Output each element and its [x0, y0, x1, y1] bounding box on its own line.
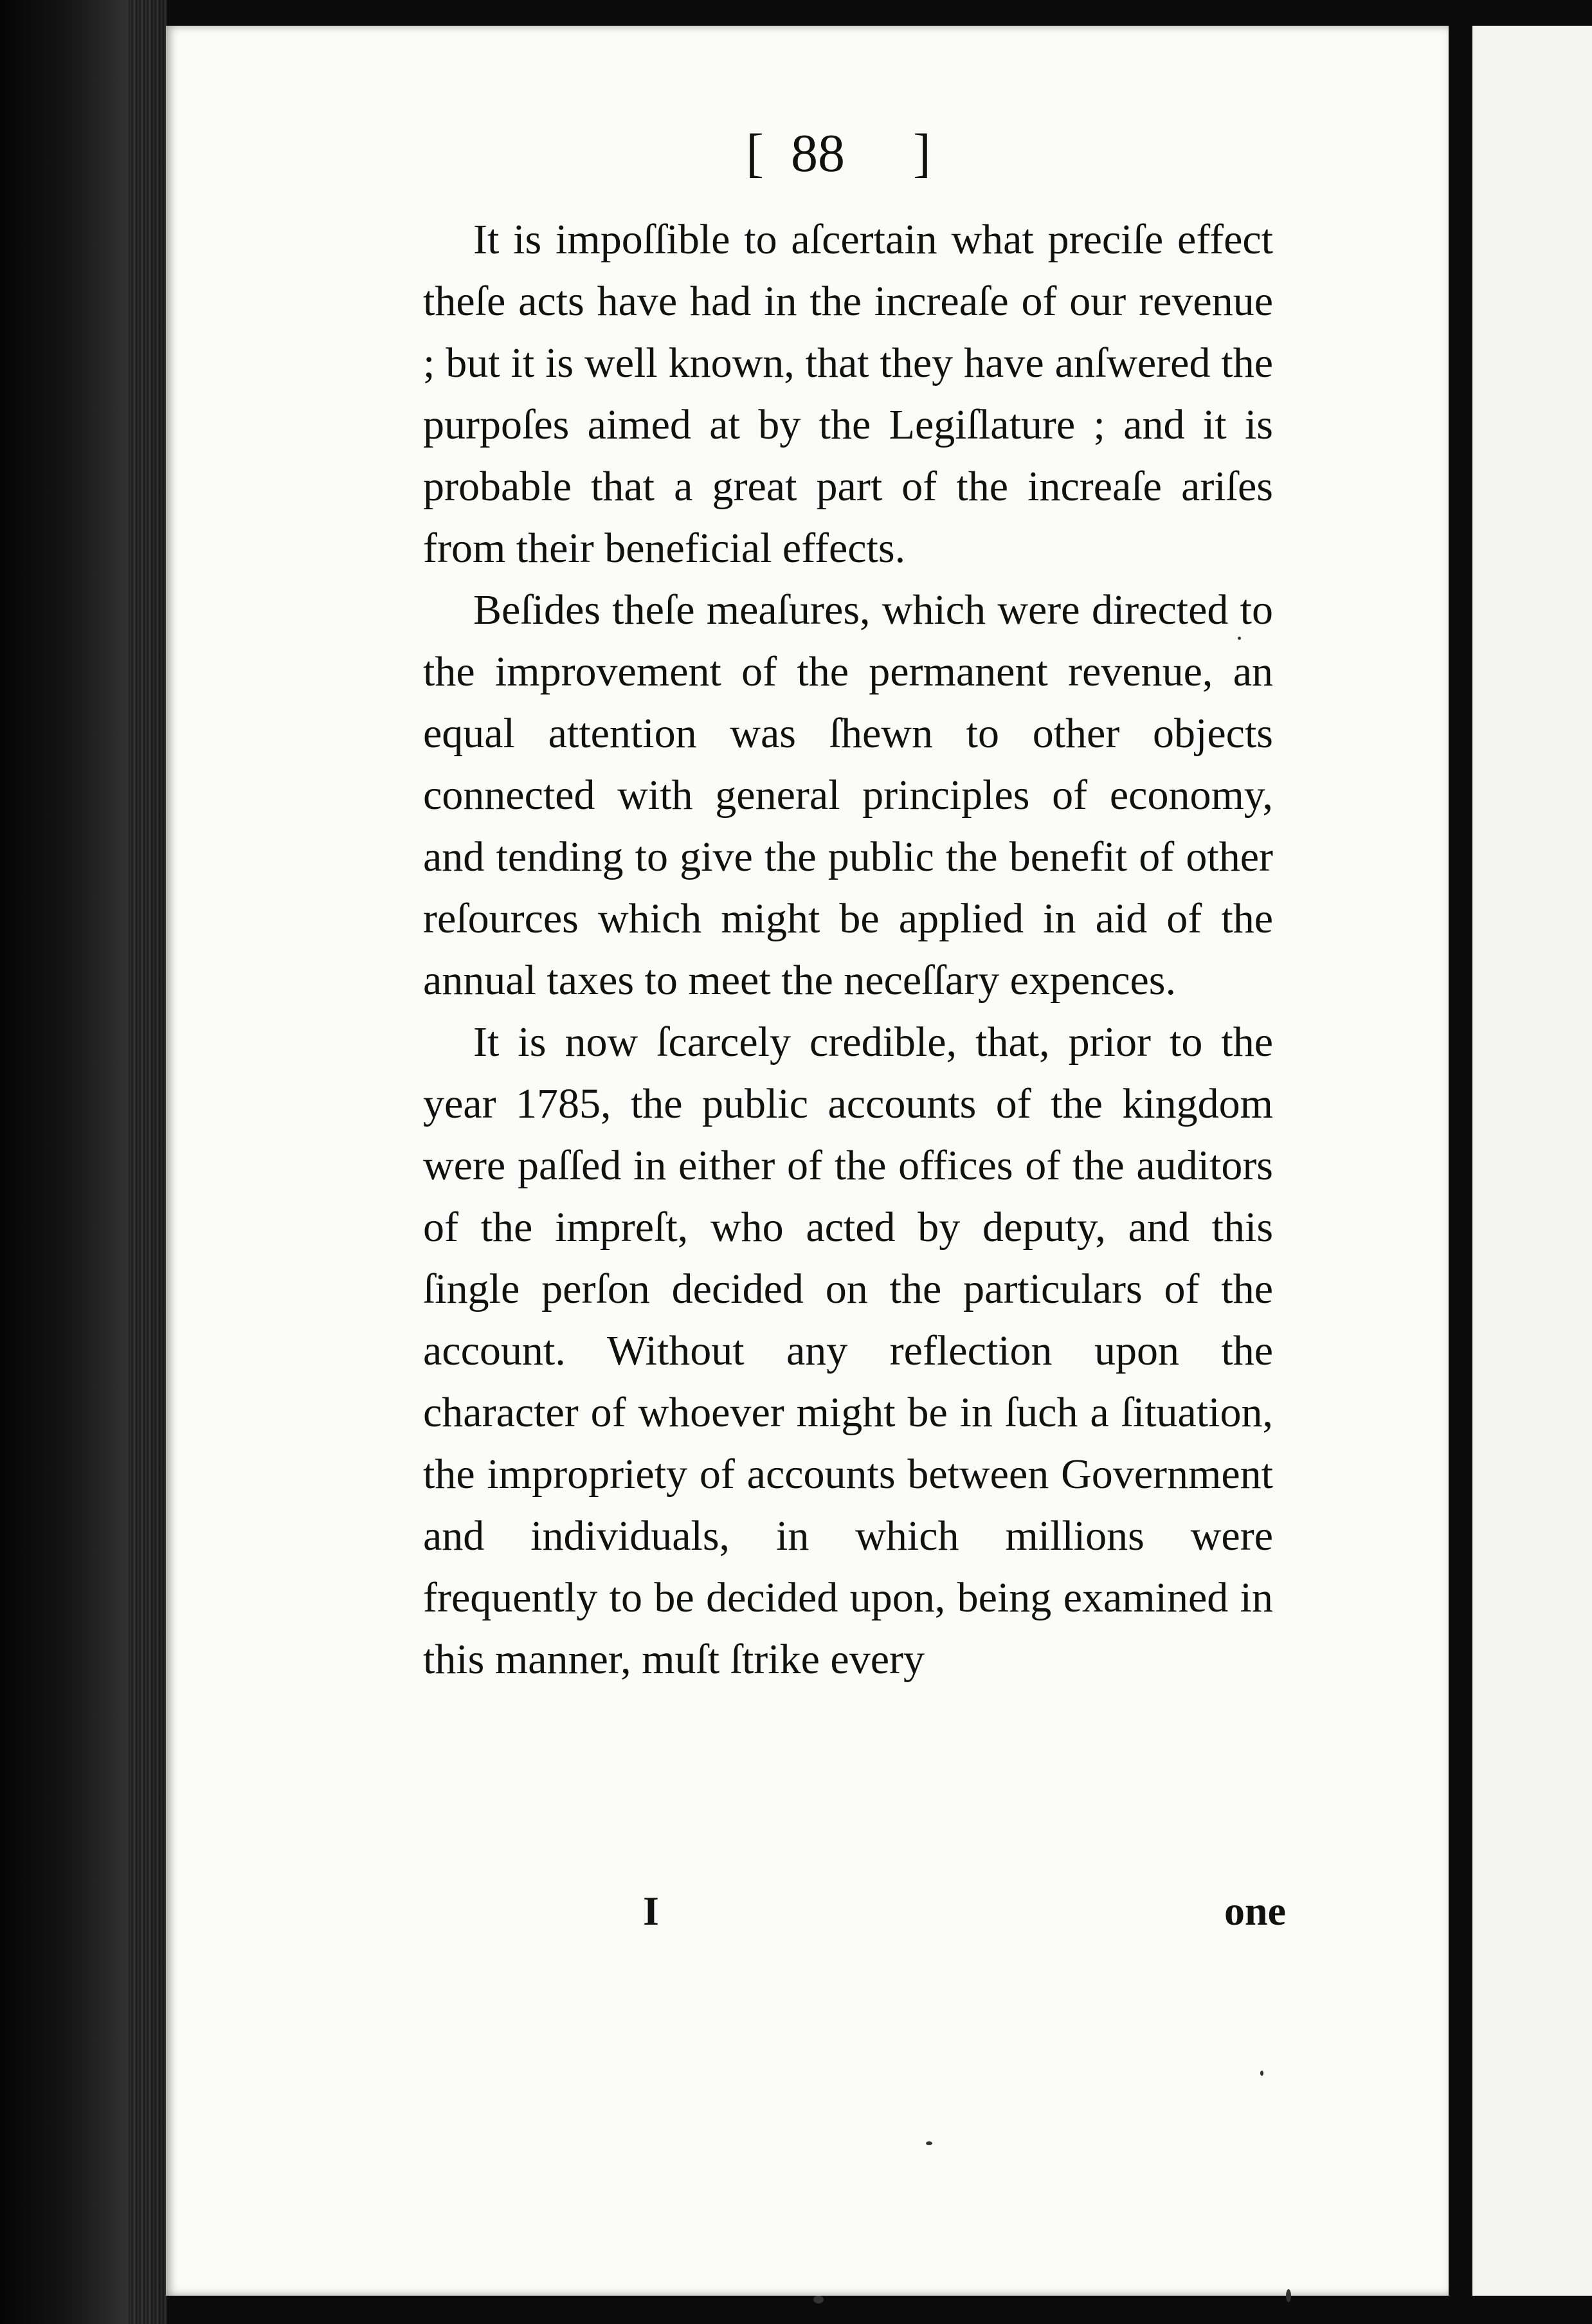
paragraph-1: It is impoſſible to aſcertain what preciſe effect theſe acts have had in the increaſe of our revenue ; but it is well known, that they have anſwered the purpoſes aimed at by the Legiſlature ; and it is probable that a great part of the increaſe ariſes from their beneficial effects.: [423, 216, 1273, 572]
page-header: [746, 122, 952, 193]
facing-page-edge: [1472, 26, 1592, 2296]
scan-speck: [926, 2141, 932, 2145]
signature-mark: I: [643, 1888, 659, 1934]
scan-speck: [1238, 637, 1241, 640]
scan-speck: [813, 2296, 824, 2303]
scan-speck: [1286, 2289, 1291, 2302]
binding-edge: [129, 0, 167, 2324]
page-number: 88: [791, 123, 845, 183]
catchword: one: [1224, 1888, 1286, 1934]
header-bracket-left: [: [746, 123, 764, 183]
page-footer: [418, 1887, 1286, 1952]
body-text: [423, 209, 1273, 1691]
header-bracket-right: ]: [913, 123, 931, 183]
paragraph-3: It is now ſcarcely credible, that, prior to the year 1785, the public accounts of the kingdom were paſſed in either of the offices of the auditors of the impreſt, who acted by deputy, and this ſingle perſon decided on the particulars of the account. Without any reflection upon the character of whoever might be in ſuch a ſituation, the impropriety of accounts between Government and individuals, in which millions were frequently to be decided upon, being examined in this manner, muſt ſtrike every: [423, 1019, 1273, 1683]
scan-speck: [1260, 2071, 1263, 2076]
paragraph-2: Beſides theſe meaſures, which were directed to the improvement of the permanent revenue, an equal attention was ſhewn to other objects connected with general principles of economy, and tending to give the public the benefit of other reſources which might be applied in aid of the annual taxes to meet the neceſſary expences.: [423, 586, 1273, 1004]
